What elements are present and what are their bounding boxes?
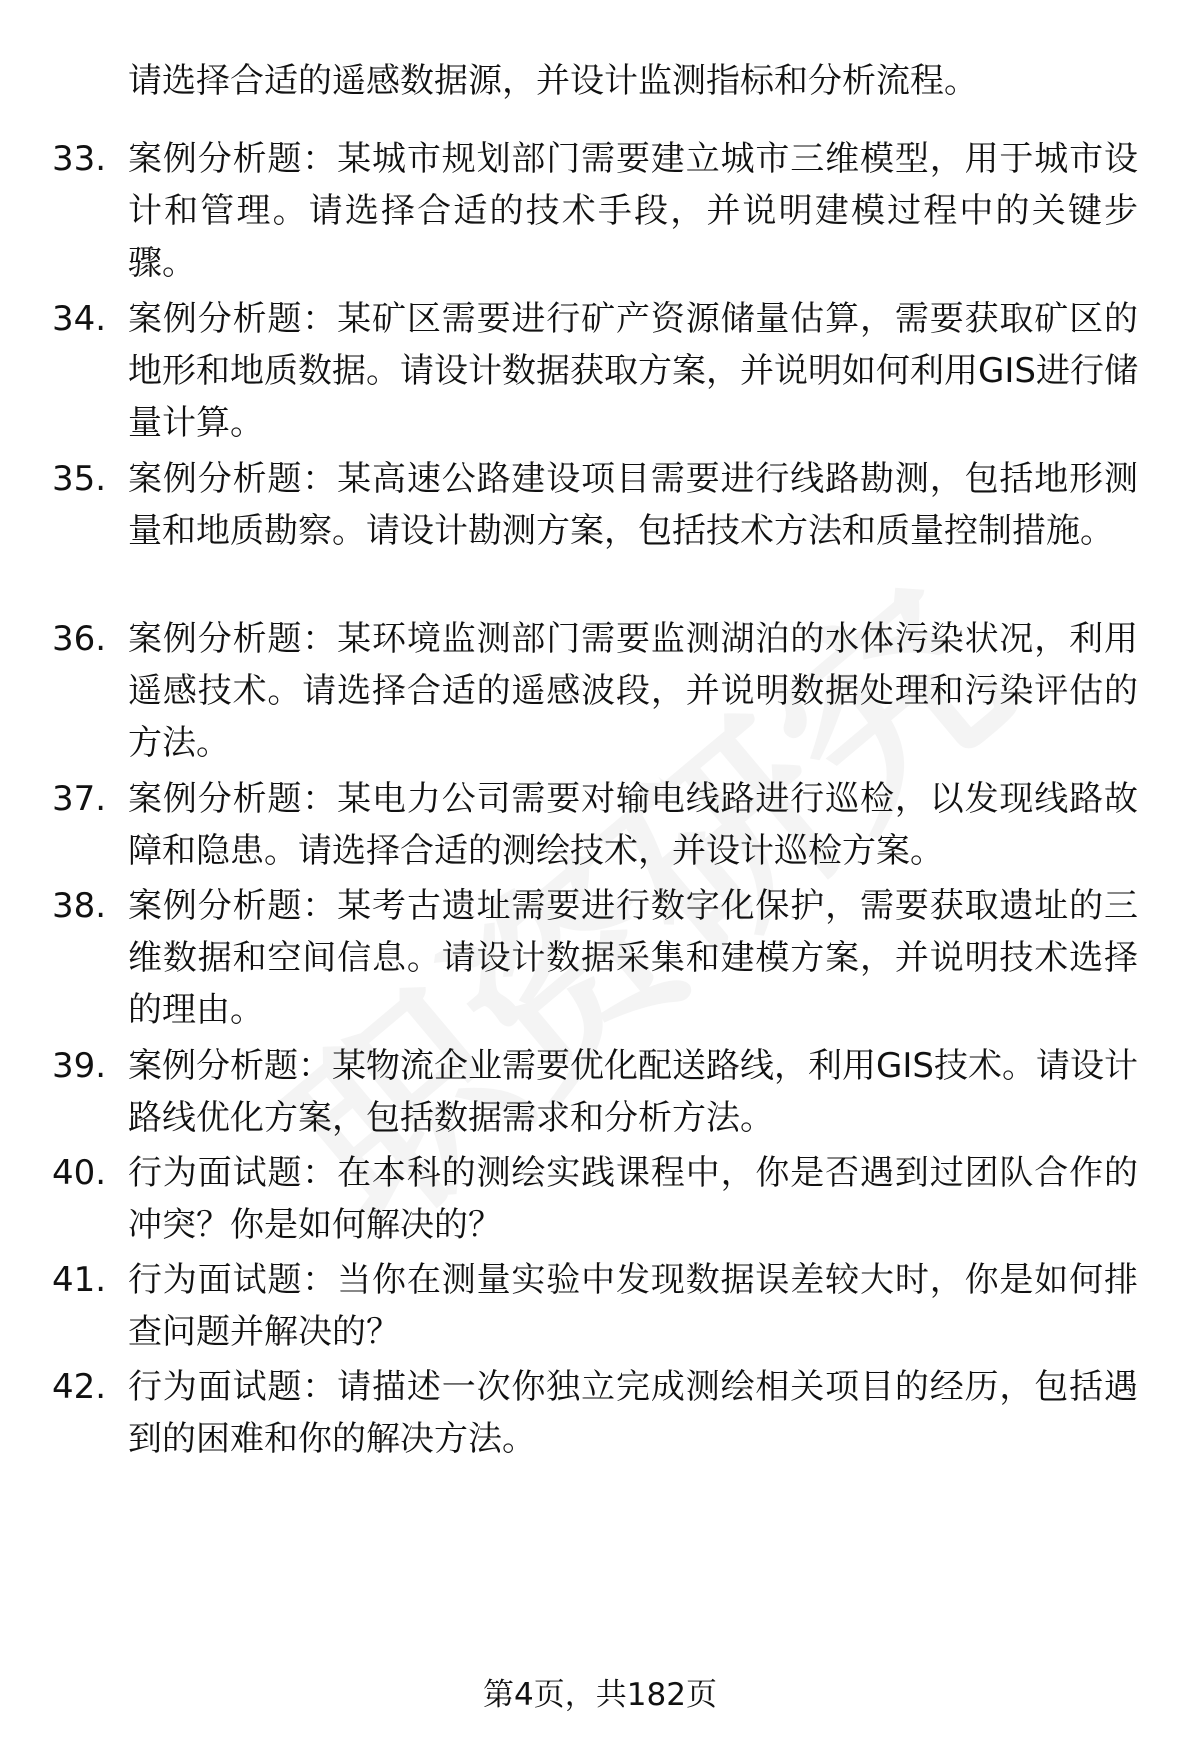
question-text: 行为面试题：在本科的测绘实践课程中，你是否遇到过团队合作的冲突？你是如何解决的？ (128, 1153, 1138, 1245)
question-text: 案例分析题：某考古遗址需要进行数字化保护，需要获取遗址的三维数据和空间信息。请设计数据采集和建模方案，并说明技术选择的理由。 (128, 886, 1138, 1030)
question-number: 40. (52, 1153, 107, 1193)
question-number: 39. (52, 1046, 107, 1086)
question-number: 35. (52, 459, 107, 499)
question-text: 行为面试题：当你在测量实验中发现数据误差较大时，你是如何排查问题并解决的？ (128, 1260, 1138, 1352)
question-text: 案例分析题：某城市规划部门需要建立城市三维模型，用于城市设计和管理。请选择合适的技术手段，并说明建模过程中的关键步骤。 (128, 139, 1138, 283)
question-number: 38. (52, 886, 107, 926)
question-text: 案例分析题：某矿区需要进行矿产资源储量估算，需要获取矿区的地形和地质数据。请设计数据获取方案，并说明如何利用GIS进行储量计算。 (128, 299, 1138, 443)
question-number: 41. (52, 1260, 107, 1300)
question-text: 案例分析题：某物流企业需要优化配送路线，利用GIS技术。请设计路线优化方案，包括数据需求和分析方法。 (128, 1046, 1138, 1138)
question-number: 37. (52, 779, 107, 819)
continued-question-text: 请选择合适的遥感数据源，并设计监测指标和分析流程。 (128, 61, 978, 101)
question-text: 行为面试题：请描述一次你独立完成测绘相关项目的经历，包括遇到的困难和你的解决方法。 (128, 1367, 1138, 1459)
question-number: 34. (52, 299, 107, 339)
page-number-footer: 第4页，共182页 (483, 1677, 717, 1713)
question-number: 33. (52, 139, 107, 179)
question-text: 案例分析题：某高速公路建设项目需要进行线路勘测，包括地形测量和地质勘察。请设计勘测方案，包括技术方法和质量控制措施。 (128, 459, 1138, 551)
question-text: 案例分析题：某环境监测部门需要监测湖泊的水体污染状况，利用遥感技术。请选择合适的遥感波段，并说明数据处理和污染评估的方法。 (128, 619, 1138, 763)
question-number: 42. (52, 1367, 107, 1407)
question-number: 36. (52, 619, 107, 659)
question-text: 案例分析题：某电力公司需要对输电线路进行巡检，以发现线路故障和隐患。请选择合适的测绘技术，并设计巡检方案。 (128, 779, 1138, 871)
